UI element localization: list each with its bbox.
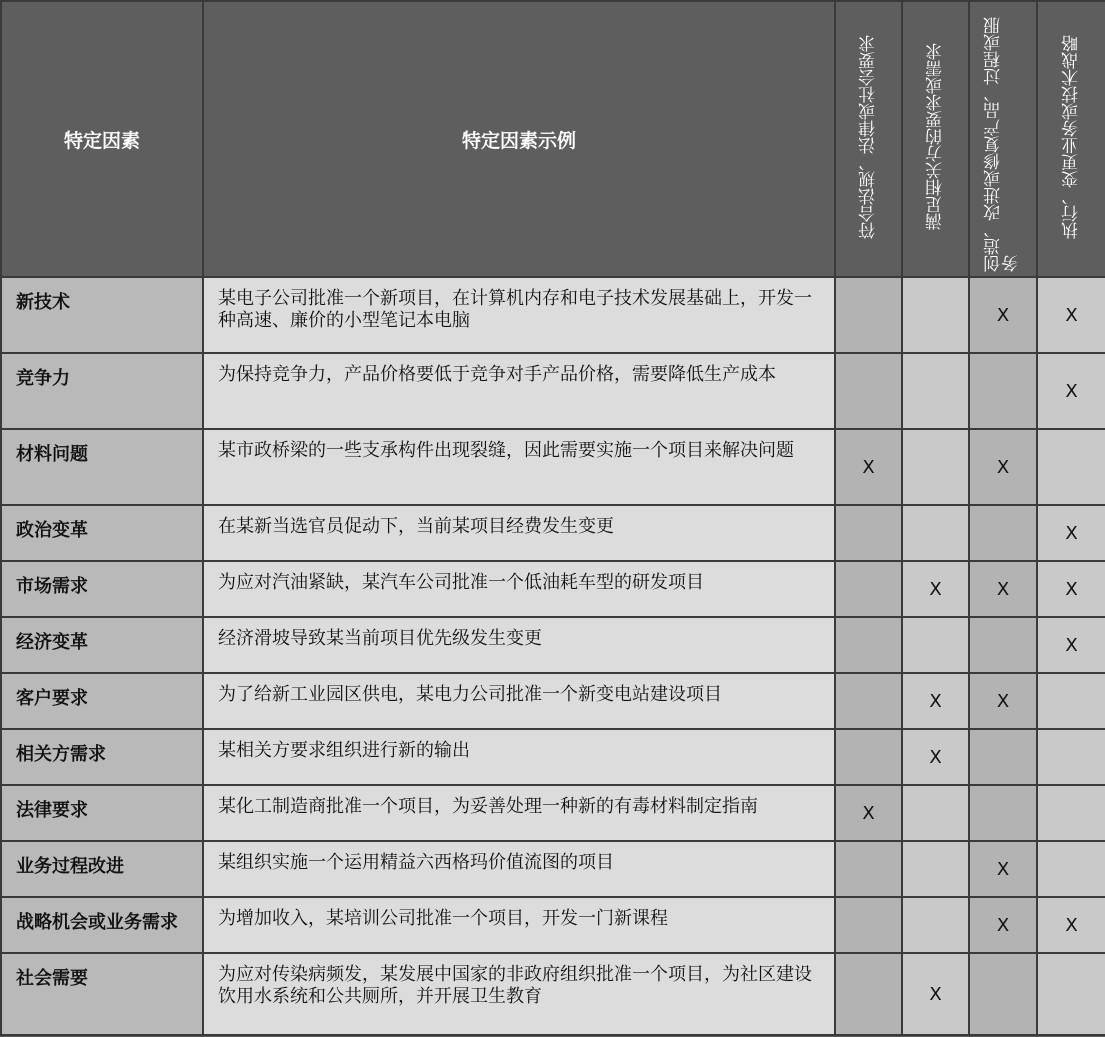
row-mark [969,617,1037,673]
row-factor: 战略机会或业务需求 [1,897,203,953]
row-example: 为了给新工业园区供电，某电力公司批准一个新变电站建设项目 [203,673,835,729]
row-example: 某电子公司批准一个新项目，在计算机内存和电子技术发展基础上，开发一种高速、廉价的小型笔记本电脑 [203,277,835,353]
header-col-product [969,1,1037,277]
row-mark [1037,673,1105,729]
table-row [1,277,1105,353]
header-col-label: 创造、改进或修复产品、过程或服务 [984,16,1022,272]
row-factor: 相关方需求 [1,729,203,785]
row-example: 某组织实施一个运用精益六西格玛价值流图的项目 [203,841,835,897]
row-mark [902,429,969,505]
row-mark: X [1037,617,1105,673]
row-example: 某相关方要求组织进行新的输出 [203,729,835,785]
row-mark [1037,953,1105,1035]
row-example: 在某新当选官员促动下，当前某项目经费发生变更 [203,505,835,561]
table-row [1,561,1105,617]
row-factor: 社会需要 [1,953,203,1035]
row-mark [835,277,902,353]
row-mark [902,617,969,673]
table-row [1,729,1105,785]
header-col-stakeholder [902,1,969,277]
row-mark [969,953,1037,1035]
header-example: 特定因素示例 [203,1,835,277]
row-mark: X [969,897,1037,953]
row-mark: X [902,729,969,785]
header-col-label: 满足相关方的要求或需求 [925,43,946,230]
row-mark [969,785,1037,841]
table-row [1,785,1105,841]
row-mark: X [969,277,1037,353]
row-mark [902,353,969,429]
row-mark [835,617,902,673]
row-mark [969,353,1037,429]
row-mark: X [969,429,1037,505]
row-factor: 竞争力 [1,353,203,429]
table-row [1,505,1105,561]
row-mark [835,897,902,953]
row-mark [902,277,969,353]
row-mark: X [1037,505,1105,561]
row-mark: X [835,429,902,505]
table-row [1,353,1105,429]
row-mark [835,673,902,729]
row-example: 为应对汽油紧缺，某汽车公司批准一个低油耗车型的研发项目 [203,561,835,617]
row-mark [835,953,902,1035]
row-factor: 材料问题 [1,429,203,505]
table-row [1,429,1105,505]
row-mark [835,561,902,617]
row-factor: 客户要求 [1,673,203,729]
header-factor: 特定因素 [1,1,203,277]
row-example: 某市政桥梁的一些支承构件出现裂缝，因此需要实施一个项目来解决问题 [203,429,835,505]
row-mark [835,505,902,561]
row-mark [835,353,902,429]
row-mark: X [969,673,1037,729]
row-mark: X [969,561,1037,617]
row-factor: 业务过程改进 [1,841,203,897]
row-mark: X [902,673,969,729]
row-example: 经济滑坡导致某当前项目优先级发生变更 [203,617,835,673]
row-mark [902,841,969,897]
row-mark: X [1037,353,1105,429]
row-mark [902,897,969,953]
table-row [1,673,1105,729]
row-factor: 政治变革 [1,505,203,561]
row-mark [1037,785,1105,841]
row-factor: 新技术 [1,277,203,353]
table-row [1,841,1105,897]
row-mark: X [902,953,969,1035]
row-mark: X [1037,897,1105,953]
row-mark: X [1037,277,1105,353]
row-factor: 经济变革 [1,617,203,673]
row-factor: 市场需求 [1,561,203,617]
row-example: 为应对传染病频发，某发展中国家的非政府组织批准一个项目，为社区建设饮用水系统和公共厕所，并开展卫生教育 [203,953,835,1035]
row-mark [1037,841,1105,897]
row-mark [902,785,969,841]
header-col-label: 符合法规、法律或社会要求 [858,34,879,239]
row-mark [902,505,969,561]
row-mark: X [1037,561,1105,617]
row-mark [969,505,1037,561]
row-mark: X [835,785,902,841]
header-row [1,1,1105,277]
row-mark [835,841,902,897]
row-example: 为增加收入，某培训公司批准一个项目，开发一门新课程 [203,897,835,953]
row-factor: 法律要求 [1,785,203,841]
header-col-label: 执行、变更业务或技术战略 [1061,34,1082,239]
row-mark [1037,429,1105,505]
table-row [1,897,1105,953]
header-col-compliance [835,1,902,277]
row-mark: X [902,561,969,617]
table-row [1,953,1105,1035]
row-mark [835,729,902,785]
table-row [1,617,1105,673]
header-col-strategy [1037,1,1105,277]
row-example: 某化工制造商批准一个项目，为妥善处理一种新的有毒材料制定指南 [203,785,835,841]
row-mark [969,729,1037,785]
row-example: 为保持竞争力，产品价格要低于竞争对手产品价格，需要降低生产成本 [203,353,835,429]
row-mark [1037,729,1105,785]
row-mark: X [969,841,1037,897]
